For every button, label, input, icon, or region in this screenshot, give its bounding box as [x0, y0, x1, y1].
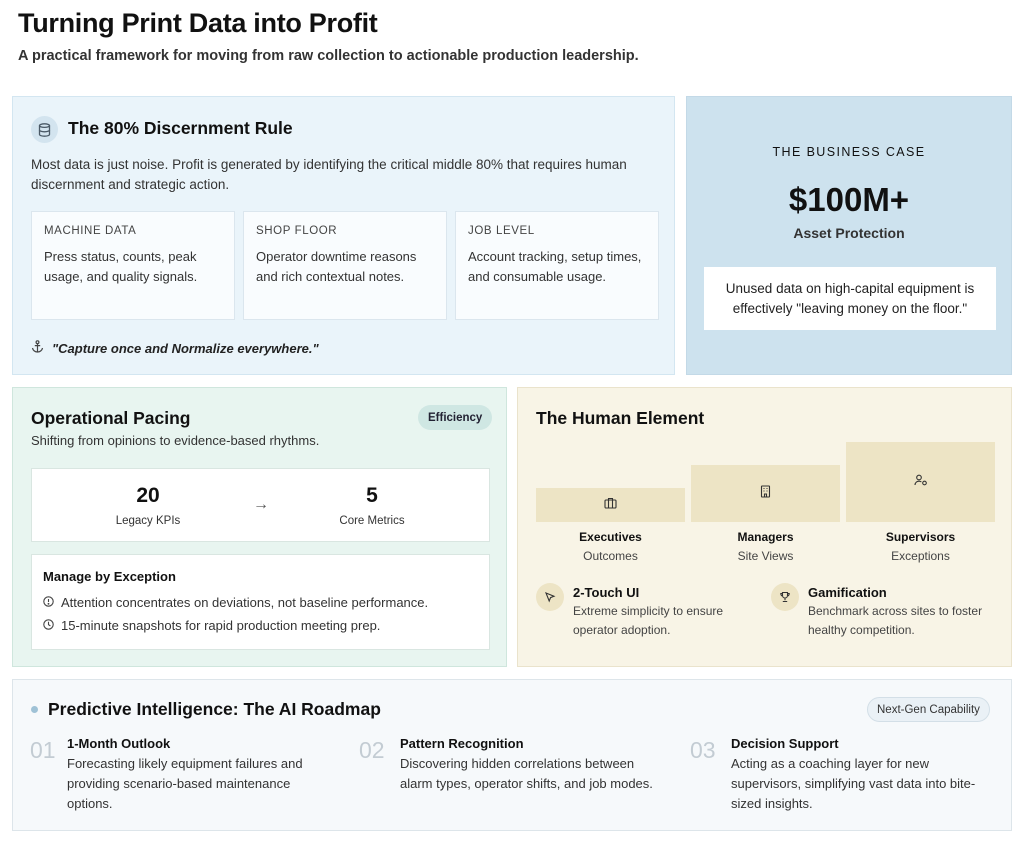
core-metric-value: 5 — [366, 484, 378, 507]
legacy-kpi-value: 20 — [136, 484, 160, 507]
kpi-reduction-panel — [31, 468, 490, 542]
building-icon — [760, 485, 771, 503]
step-title: Pattern Recognition — [400, 736, 524, 751]
source-text: Operator downtime reasons and rich contextual notes. — [256, 249, 417, 284]
tier-bar-supervisors — [846, 442, 995, 522]
human-element-card — [517, 387, 1012, 667]
source-label: JOB LEVEL — [468, 225, 535, 237]
business-case-label: THE BUSINESS CASE — [772, 145, 926, 159]
tier-name: Supervisors — [885, 530, 956, 544]
feature-title: 2-Touch UI — [573, 585, 640, 600]
roadmap-title: Predictive Intelligence: The AI Roadmap — [48, 699, 381, 719]
capture-quote — [31, 340, 319, 356]
step-text: Discovering hidden correlations between alarm types, operator shifts, and job modes. — [400, 756, 653, 791]
clock-icon — [43, 618, 54, 633]
next-gen-badge: Next-Gen Capability — [867, 697, 990, 722]
source-card-job-level — [455, 211, 659, 320]
quote-text: "Capture once and Normalize everywhere." — [52, 340, 319, 356]
ai-roadmap-card — [12, 679, 1012, 831]
page-title: Turning Print Data into Profit — [18, 8, 378, 38]
trophy-icon — [771, 583, 799, 611]
briefcase-icon — [604, 496, 617, 514]
legacy-kpi-label: Legacy KPIs — [115, 515, 181, 527]
tier-sub: Outcomes — [583, 549, 638, 563]
source-card-shop-floor — [243, 211, 447, 320]
exception-item — [43, 618, 478, 633]
exception-item — [43, 595, 478, 610]
business-case-value: $100M+ — [788, 181, 910, 218]
business-case-note: Unused data on high-capital equipment is effectively "leaving money on the floor." — [704, 267, 996, 330]
exception-item-text: Attention concentrates on deviations, not baseline performance. — [61, 595, 429, 610]
tier-bar-managers — [691, 465, 840, 522]
info-circle-icon — [43, 595, 54, 610]
step-number: 03 — [690, 737, 716, 763]
tier-name: Executives — [579, 530, 642, 544]
source-label: MACHINE DATA — [44, 225, 137, 237]
tier-sub: Exceptions — [891, 549, 950, 563]
source-text: Account tracking, setup times, and consumable usage. — [468, 249, 642, 284]
step-title: 1-Month Outlook — [67, 736, 171, 751]
feature-title: Gamification — [808, 585, 887, 600]
step-title: Decision Support — [731, 736, 839, 751]
source-text: Press status, counts, peak usage, and quality signals. — [44, 249, 198, 284]
core-metric-label: Core Metrics — [339, 515, 405, 527]
feature-text: Benchmark across sites to foster healthy competition. — [808, 604, 983, 637]
step-number: 01 — [30, 737, 56, 763]
tier-name: Managers — [737, 530, 794, 544]
step-text: Acting as a coaching layer for new supervisors, simplifying vast data into bite-sized insights. — [731, 756, 976, 811]
discernment-rule-description: Most data is just noise. Profit is generated by identifying the critical middle 80% that requires human discernment and strategic action. — [31, 157, 627, 192]
source-label: SHOP FLOOR — [256, 225, 338, 237]
page-subtitle: A practical framework for moving from raw collection to actionable production leadership. — [18, 48, 639, 64]
pacing-subtitle: Shifting from opinions to evidence-based rhythms. — [31, 433, 320, 448]
feature-text: Extreme simplicity to ensure operator adoption. — [573, 604, 724, 637]
step-number: 02 — [359, 737, 385, 763]
manage-by-exception-panel — [31, 554, 490, 650]
user-settings-icon — [914, 473, 928, 491]
discernment-rule-title: The 80% Discernment Rule — [68, 118, 293, 138]
exception-item-text: 15-minute snapshots for rapid production meeting prep. — [61, 618, 381, 633]
database-icon — [31, 116, 58, 143]
pacing-title: Operational Pacing — [31, 408, 191, 428]
efficiency-badge: Efficiency — [418, 405, 492, 430]
tier-sub: Site Views — [737, 549, 794, 563]
cursor-icon — [536, 583, 564, 611]
anchor-icon — [31, 340, 44, 356]
tier-bar-executives — [536, 488, 685, 522]
business-case-card — [686, 96, 1012, 375]
operational-pacing-card — [12, 387, 507, 667]
bullet-dot-icon — [31, 706, 38, 713]
business-case-sublabel: Asset Protection — [793, 225, 905, 241]
discernment-rule-card — [12, 96, 675, 375]
exception-title: Manage by Exception — [43, 569, 176, 584]
arrow-right-icon: → — [253, 496, 269, 513]
human-element-title: The Human Element — [536, 408, 705, 428]
source-card-machine-data — [31, 211, 235, 320]
step-text: Forecasting likely equipment failures and providing scenario-based maintenance options. — [67, 756, 303, 811]
